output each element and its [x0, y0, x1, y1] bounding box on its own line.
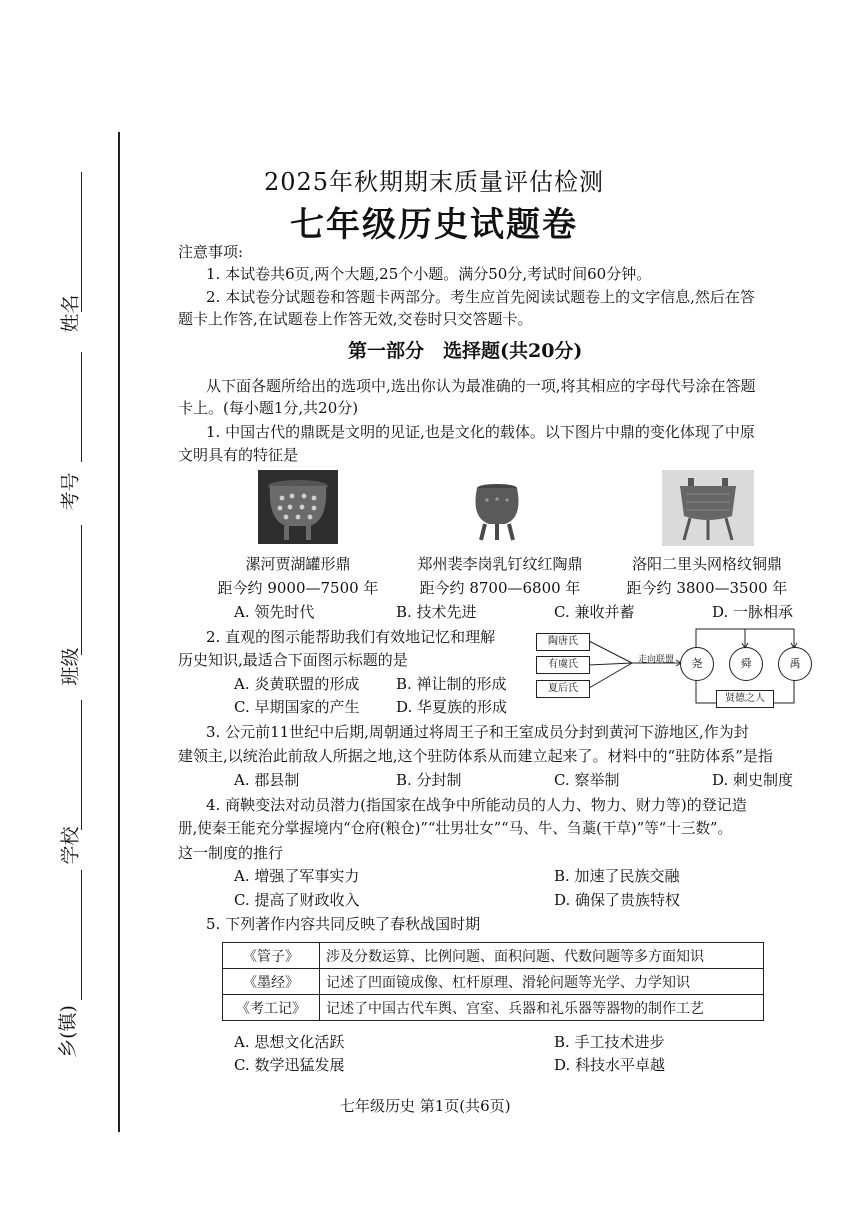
table-row: [223, 995, 764, 1021]
jiahu-ding-caption: 漯河贾湖罐形鼎: [245, 555, 351, 573]
book-name-guanzi: 《管子》: [223, 943, 320, 969]
exam-no-fill-line: [81, 352, 82, 462]
book-content-mojing: 记述了凹面镜成像、杠杆原理、滑轮问题等光学、力学知识: [320, 969, 764, 995]
leader-yao: 尧: [680, 647, 714, 681]
book-content-guanzi: 涉及分数运算、比例问题、面积问题、代数问题等多方面知识: [320, 943, 764, 969]
table-row: [223, 943, 764, 969]
erlitou-ding-date: 距今约 3800—3500 年: [626, 579, 788, 597]
q4-option-a[interactable]: A. 增强了军事实力: [234, 867, 360, 885]
exam-subtitle: 七年级历史试题卷: [290, 205, 578, 245]
table-row: [223, 969, 764, 995]
q4-option-d[interactable]: D. 确保了贵族特权: [554, 891, 681, 909]
q3-stem-line-2: 建领主,以统治此前敌人所据之地,这个驻防体系从而建立起来了。材料中的“驻防体系”是指: [178, 747, 773, 765]
q4-stem-line-3: 这一制度的推行: [178, 844, 284, 862]
peiligang-ding-date: 距今约 8700—6800 年: [419, 579, 581, 597]
exam-no-label: 考号: [59, 472, 82, 511]
q2-option-c[interactable]: C. 早期国家的产生: [234, 698, 360, 716]
part1-title: 第一部分 选择题(共20分): [348, 340, 583, 362]
leader-yu: 禹: [778, 647, 812, 681]
q3-option-d[interactable]: D. 刺史制度: [712, 771, 794, 789]
q1-option-c[interactable]: C. 兼收并蓄: [554, 603, 635, 621]
book-name-kaogongji: 《考工记》: [223, 995, 320, 1021]
township-fill-line: [81, 870, 82, 1000]
q5-option-b[interactable]: B. 手工技术进步: [554, 1033, 665, 1051]
school-label: 学校: [59, 826, 82, 865]
q2-option-a[interactable]: A. 炎黄联盟的形成: [234, 675, 360, 693]
book-content-kaogongji: 记述了中国古代车舆、宫室、兵器和礼乐器等器物的制作工艺: [320, 995, 764, 1021]
q2-option-d[interactable]: D. 华夏族的形成: [396, 698, 508, 716]
q4-option-b[interactable]: B. 加速了民族交融: [554, 867, 680, 885]
q2-stem-line-1: 2. 直观的图示能帮助我们有效地记忆和理解: [206, 628, 496, 646]
jiahu-ding-image: [258, 470, 338, 544]
page-footer: 七年级历史 第1页(共6页): [340, 1097, 511, 1115]
q1-option-a[interactable]: A. 领先时代: [234, 603, 315, 621]
clan-box-xiahou: 夏后氏: [536, 680, 590, 698]
q5-books-table: [222, 942, 764, 1021]
leader-shun: 舜: [729, 647, 763, 681]
school-fill-line: [81, 700, 82, 830]
q5-stem-line-1: 5. 下列著作内容共同反映了春秋战国时期: [206, 915, 481, 933]
notice-item-1: 1. 本试卷共6页,两个大题,25个小题。满分50分,考试时间60分钟。: [206, 265, 652, 283]
q5-option-a[interactable]: A. 思想文化活跃: [234, 1033, 345, 1051]
clan-box-taotang: 陶唐氏: [536, 633, 590, 651]
q3-option-b[interactable]: B. 分封制: [396, 771, 462, 789]
q2-stem-line-2: 历史知识,最适合下面图示标题的是: [178, 651, 408, 669]
erlitou-ding-caption: 洛阳二里头网格纹铜鼎: [631, 555, 782, 573]
q1-option-b[interactable]: B. 技术先进: [396, 603, 477, 621]
q2-option-b[interactable]: B. 禅让制的形成: [396, 675, 507, 693]
class-fill-line: [81, 525, 82, 655]
part1-instruction-line-1: 从下面各题所给出的选项中,选出你认为最准确的一项,将其相应的字母代号涂在答题: [206, 377, 756, 395]
q4-stem-line-1: 4. 商鞅变法对动员潜力(指国家在战争中所能动员的人力、物力、财力等)的登记造: [206, 796, 747, 814]
exam-title: 2025年秋期期末质量评估检测: [263, 168, 605, 196]
q1-stem-line-1: 1. 中国古代的鼎既是文明的见证,也是文化的载体。以下图片中鼎的变化体现了中原: [206, 423, 755, 441]
q3-option-a[interactable]: A. 郡县制: [234, 771, 300, 789]
q1-stem-line-2: 文明具有的特征是: [178, 446, 299, 464]
jiahu-ding-date: 距今约 9000—7500 年: [217, 579, 379, 597]
notice-heading: 注意事项:: [178, 243, 244, 261]
q3-stem-line-1: 3. 公元前11世纪中后期,周朝通过将周王子和王室成员分封到黄河下游地区,作为封: [206, 723, 749, 741]
book-name-mojing: 《墨经》: [223, 969, 320, 995]
q4-option-c[interactable]: C. 提高了财政收入: [234, 891, 360, 909]
peiligang-ding-image: [455, 474, 539, 544]
q3-option-c[interactable]: C. 察举制: [554, 771, 620, 789]
notice-item-2-line-2: 题卡上作答,在试题卷上作答无效,交卷时只交答题卡。: [178, 310, 533, 328]
part1-instruction-line-2: 卡上。(每小题1分,共20分): [178, 399, 359, 417]
name-label: 姓名: [59, 294, 82, 333]
township-label: 乡(镇): [56, 1005, 79, 1058]
alliance-arrow-label: 走向联盟: [638, 655, 675, 665]
clan-box-youyu: 有虞氏: [536, 656, 590, 674]
virtuous-person-box: 贤德之人: [716, 690, 774, 708]
peiligang-ding-caption: 郑州裴李岗乳钉纹红陶鼎: [417, 555, 583, 573]
q5-option-c[interactable]: C. 数学迅猛发展: [234, 1056, 345, 1074]
q5-option-d[interactable]: D. 科技水平卓越: [554, 1056, 666, 1074]
q1-option-d[interactable]: D. 一脉相承: [712, 603, 794, 621]
binding-line: [118, 132, 120, 1132]
erlitou-ding-image: [662, 470, 754, 546]
notice-item-2-line-1: 2. 本试卷分试题卷和答题卡两部分。考生应首先阅读试题卷上的文字信息,然后在答: [206, 288, 755, 306]
q4-stem-line-2: 册,使秦王能充分掌握境内“仓府(粮仓)”“壮男壮女”“马、牛、刍藁(干草)”等“十三数”。: [178, 820, 733, 837]
class-label: 班级: [59, 647, 82, 686]
